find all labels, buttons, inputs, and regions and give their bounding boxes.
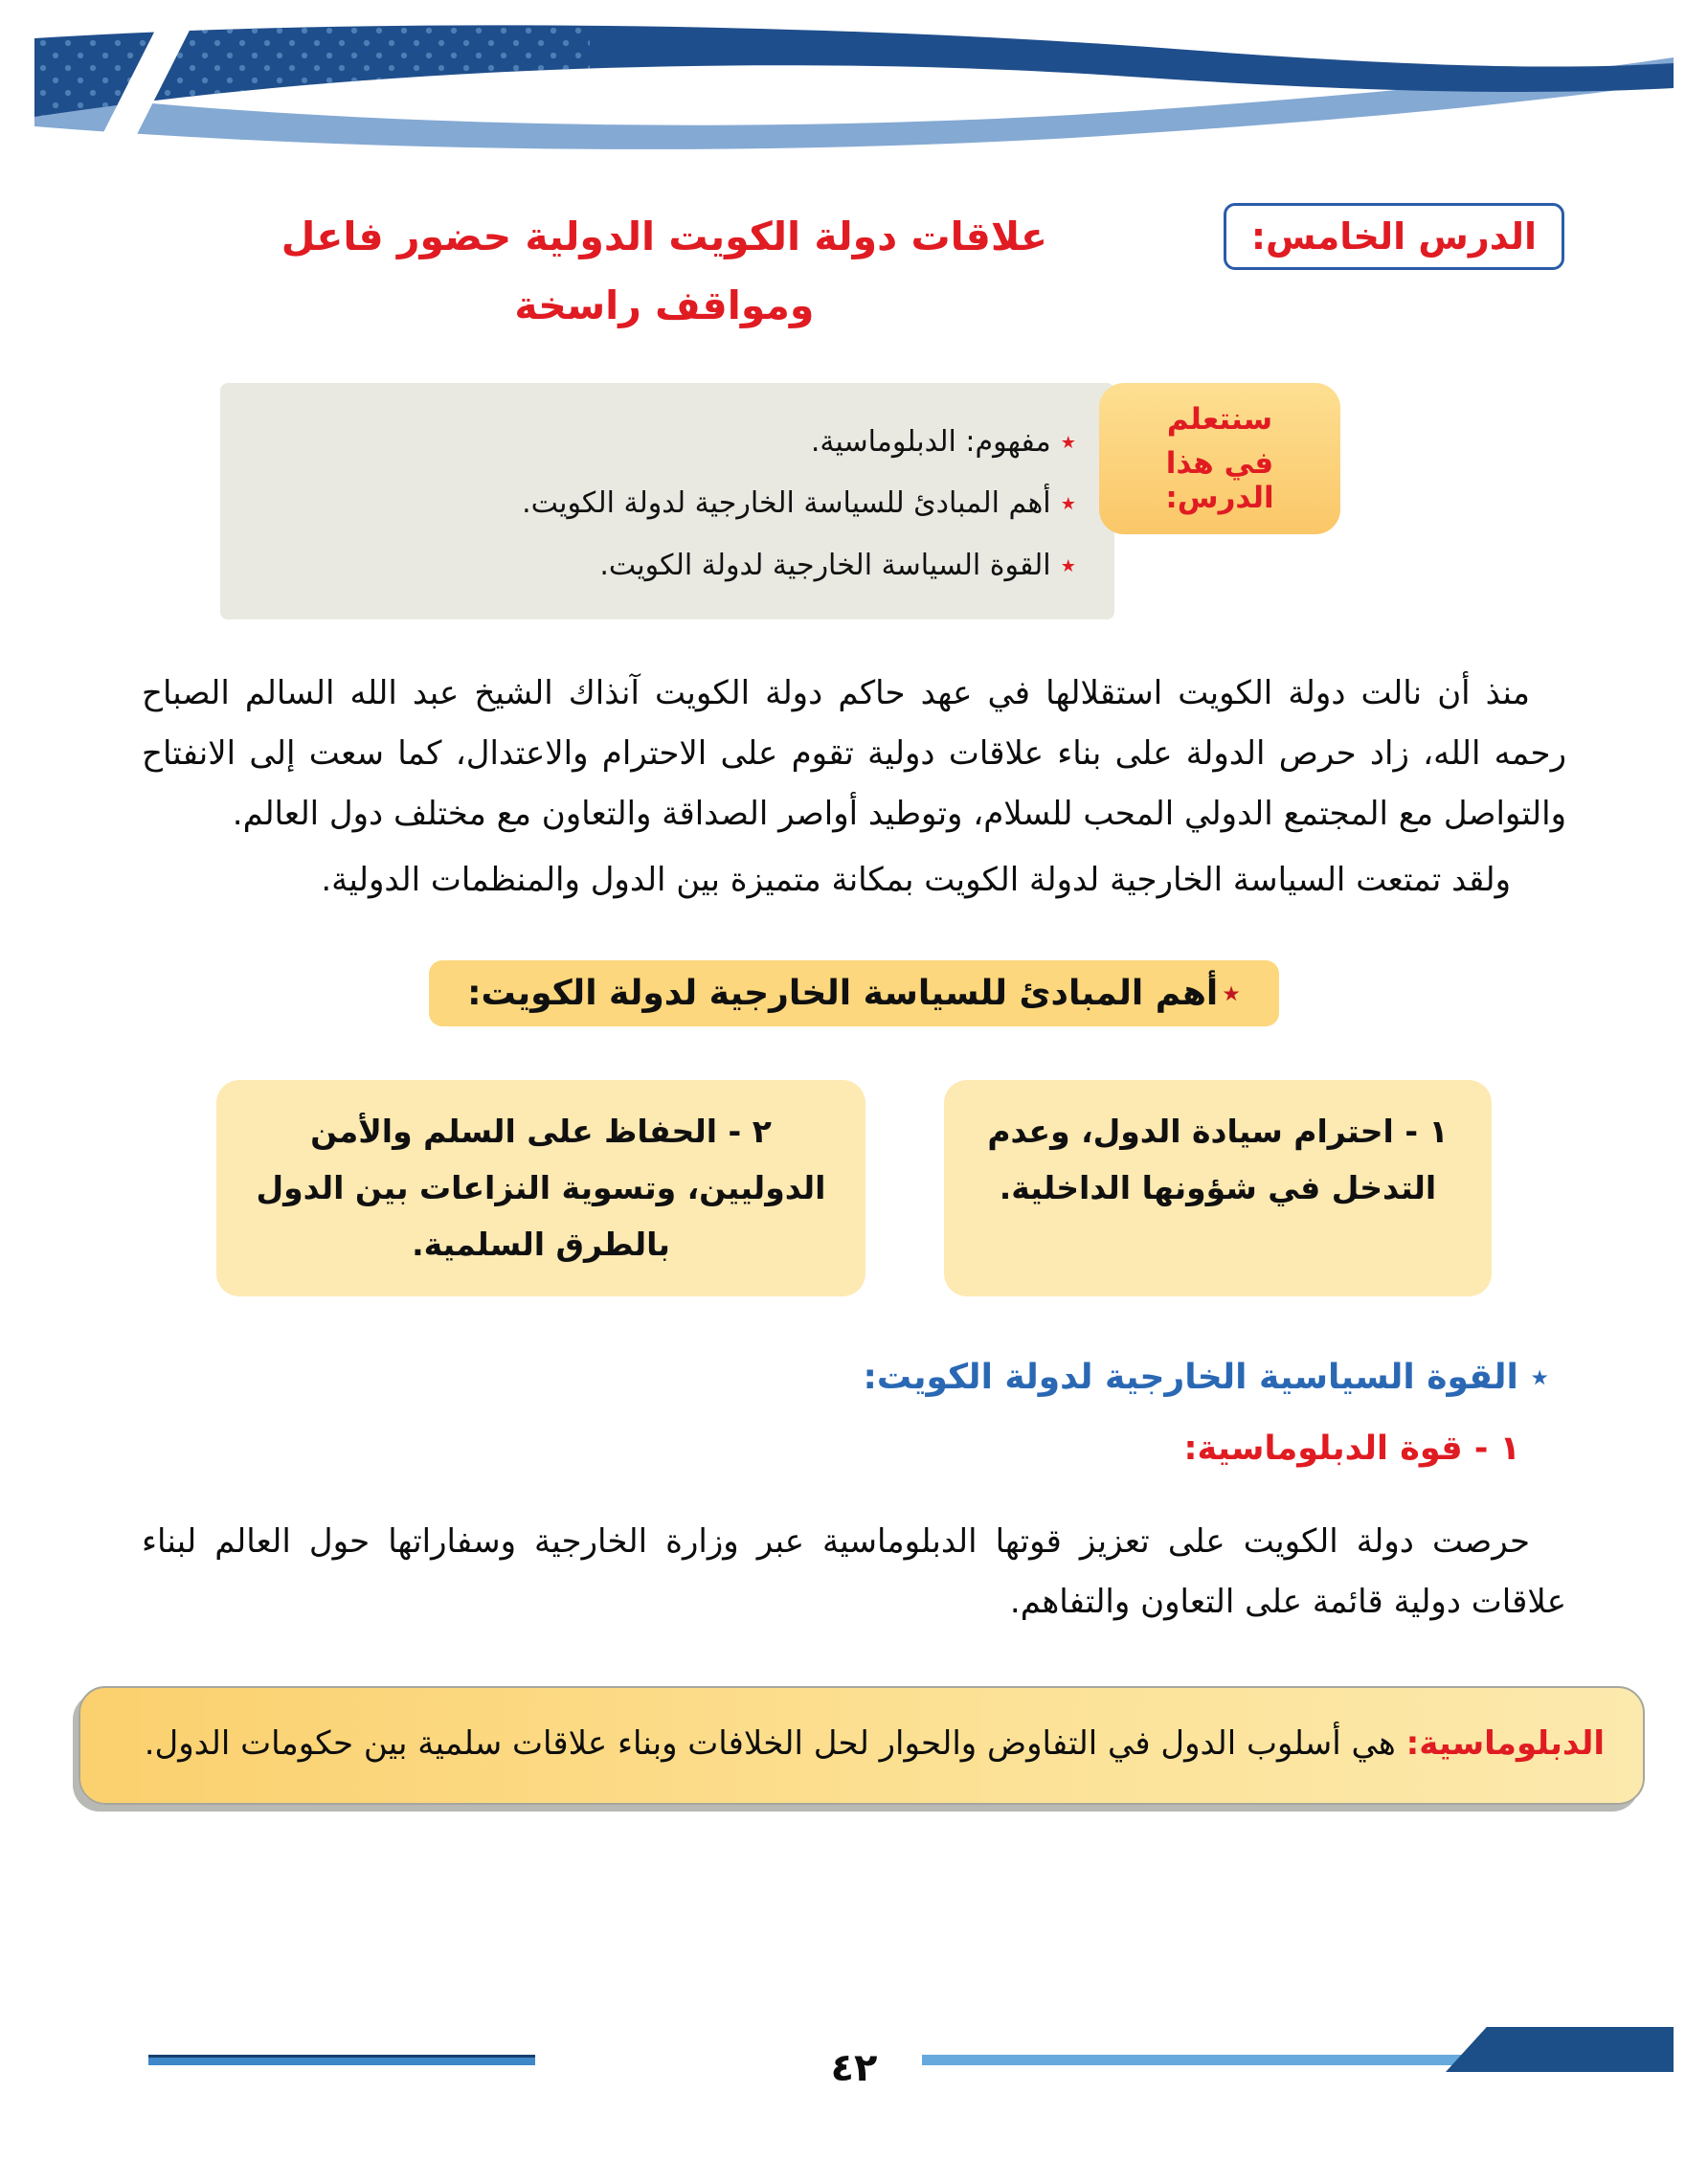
definition-text: هي أسلوب الدول في التفاوض والحوار لحل الخلافات وبناء علاقات سلمية بين حكومات الدول. <box>144 1723 1406 1763</box>
asterisk-bullet-icon: ٭ <box>1060 424 1076 459</box>
list-item <box>249 412 1076 474</box>
asterisk-bullet-icon: ٭ <box>1060 486 1076 520</box>
power-heading <box>142 1358 1566 1397</box>
lesson-number-label: الدرس الخامس: <box>1224 203 1564 270</box>
learn-badge <box>1099 383 1340 534</box>
body-content <box>0 664 1708 911</box>
principles-heading-text: أهم المبادئ للسياسة الخارجية لدولة الكويت: <box>467 973 1219 1013</box>
learn-item-text: القوة السياسة الخارجية لدولة الكويت. <box>599 548 1051 582</box>
page-title-line2: ومواقف راسخة <box>514 281 815 328</box>
definition-box <box>79 1686 1645 1806</box>
learn-badge-line1: سنتعلم <box>1166 401 1273 437</box>
principles-row <box>216 1080 1492 1296</box>
principles-heading <box>429 960 1279 1026</box>
learn-item-text: مفهوم: الدبلوماسية. <box>810 424 1051 459</box>
definition-term: الدبلوماسية: <box>1405 1723 1605 1763</box>
learn-item-text: أهم المبادئ للسياسة الخارجية لدولة الكويت. <box>522 486 1051 520</box>
header-banner-graphic <box>0 0 1708 163</box>
principle-box-2: ٢ - الحفاظ على السلم والأمن الدوليين، وتسوية النزاعات بين الدول بالطرق السلمية. <box>216 1080 865 1296</box>
principle-box-1: ١ - احترام سيادة الدول، وعدم التدخل في شؤونها الداخلية. <box>944 1080 1492 1296</box>
power-section <box>0 1358 1708 1632</box>
power-subheading-diplomacy: ١ - قوة الدبلوماسية: <box>1183 1429 1520 1468</box>
list-item <box>249 473 1076 535</box>
asterisk-bullet-icon: ٭ <box>1060 548 1076 582</box>
page-number: ٤٢ <box>830 2046 878 2090</box>
page-title-line1: علاقات دولة الكويت الدولية حضور فاعل <box>281 214 1048 259</box>
learn-objectives-panel <box>220 383 1114 620</box>
power-paragraph: حرصت دولة الكويت على تعزيز قوتها الدبلوماسية عبر وزارة الخارجية وسفاراتها حول العالم لبناء علاقات دولية قائمة على التعاون والتفاهم. <box>142 1521 1566 1621</box>
asterisk-bullet-icon: ٭ <box>1530 1357 1549 1397</box>
power-heading-text: القوة السياسية الخارجية لدولة الكويت: <box>863 1357 1518 1397</box>
asterisk-bullet-icon: ٭ <box>1222 973 1241 1013</box>
learn-objectives-section <box>220 383 1340 620</box>
page-title <box>144 203 1185 341</box>
body-paragraph-1: منذ أن نالت دولة الكويت استقلالها في عهد حاكم دولة الكويت آنذاك الشيخ عبد الله السالم الصباح رحمه الله، زاد حرص الدولة على بناء علاقات دولية تقوم على الاحترام والاعتدال، كما سعت إلى الانفتاح والتواصل مع المجتمع الدولي المحب للسلام، وتوطيد أواصر الصداقة والتعاون مع مختلف دول العالم. <box>142 674 1566 833</box>
list-item <box>249 535 1076 597</box>
body-paragraph-2: ولقد تمتعت السياسة الخارجية لدولة الكويت بمكانة متميزة بين الدول والمنظمات الدولية. <box>321 860 1511 899</box>
learn-badge-line2: في هذا الدرس: <box>1165 445 1274 515</box>
learn-objectives-list <box>249 412 1076 597</box>
